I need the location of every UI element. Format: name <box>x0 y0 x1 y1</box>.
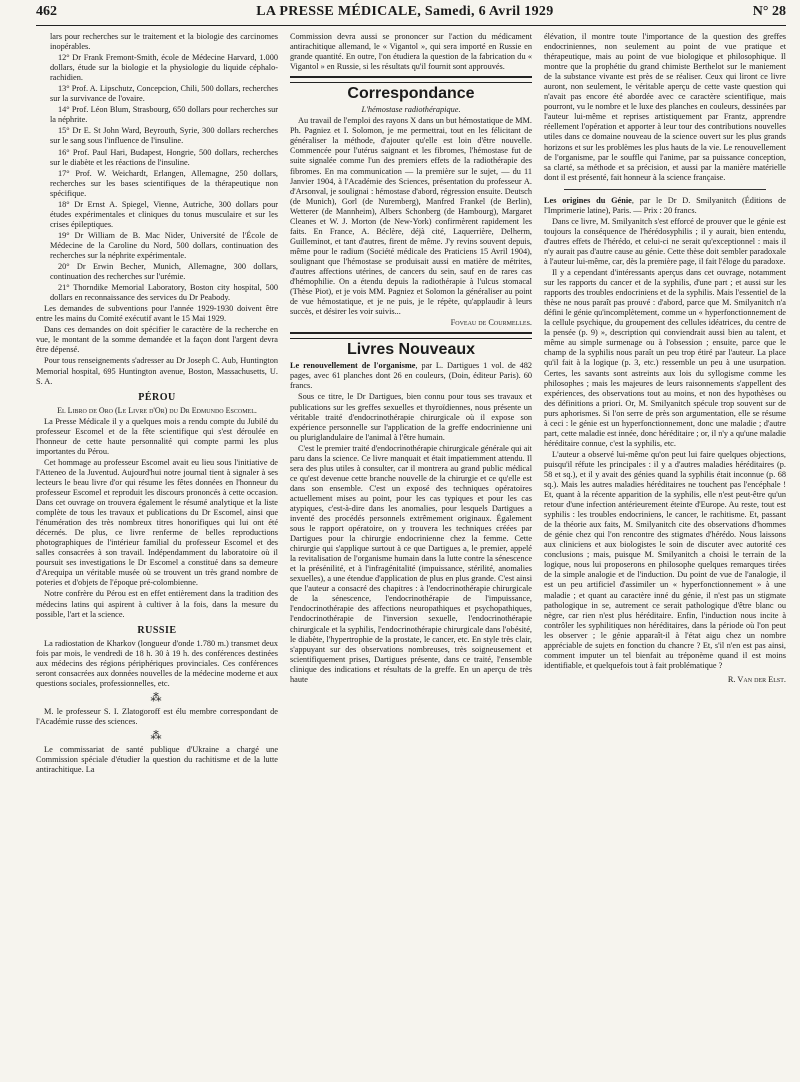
list-item: 21° Thorndike Memorial Laboratory, Boston city hospital, 500 dollars en reconnaissance des services du Dr Peabody. <box>50 283 278 303</box>
paragraph: Notre confrère du Pérou est en effet entièrement dans la tradition des médecins latins qui aspirent à cultiver à la fois, dans la mesure du possible, l'art et la science. <box>36 589 278 619</box>
signature: Foveau de Courmelles. <box>450 318 532 328</box>
columns <box>36 32 786 1080</box>
article-subtitle: L'hémostase radiothérapique. <box>361 105 461 115</box>
section-heading-correspondance: Correspondance <box>347 85 475 103</box>
section-heading-peru: PÉROU <box>138 391 176 403</box>
section-subtitle: El Libro de Oro (Le Livre d'Or) du Dr Edmundo Escomel. <box>57 405 257 415</box>
asterism-divider: ⁂ <box>150 730 164 743</box>
asterism-divider: ⁂ <box>150 691 164 704</box>
section-heading-russie: RUSSIE <box>137 624 177 636</box>
paragraph: Il y a cependant d'intéressants aperçus dans cet ouvrage, notamment sur les rapports du cancer et de la syphilis, d'une part ; et aussi sur les rapports des troubles endocriniens et de la syphilis. Mais l'essentiel de la thèse ne nous paraît pas prouvé : d'abord, parce que M. Smilyanitch n'a défini le génie qu'incomplètement, comme un « hyperfonctionnement de la cellule psychique, du groupement des cellules idéatrices, du centre de la pensée (p. 9) », description qui conviendrait aussi bien au talent, et même au simple surmenage ou à l'obsession ; ensuite, parce que le champ de la syphilis nous paraît un peu trop étiré par l'auteur. La place qu'il fait à la logique (p. 3, etc.) ressemble un peu à une usurpation. Certes, les savants sont astreints aux lois du syllogisme comme les philosophes ; mais les majeures de leurs raisonnements s'appellent des expériences, des observations tout au moins, et non des hypothèses ou des définitions a priori. Or, M. Smilyanitch spécule trop souvent sur de purs aphorismes. Si l'on serre de près son argumentation, elle se résume à ceci : le génie est un hyperfonctionnement, donc une maladie ; d'autre part, cette maladie est innée, donc héréditaire ; or, il n'y a qu'une maladie héréditaire connue, c'est la syphilis, etc. <box>544 268 786 448</box>
paragraph: La Presse Médicale il y a quelques mois a rendu compte du Jubilé du professeur Escomel et de la fête scientifique qui s'est déroulée en l'honneur de cette haute personnalité qui compte parmi les plus importantes du Pérou. <box>36 416 278 456</box>
book-reference: , par L. Dartigues 1 vol. de 482 pages, avec 61 planches dont 26 en couleurs, (Doin, éditeur Paris). 60 francs. <box>290 361 532 391</box>
paragraph: C'est le premier traité d'endocrinothérapie chirurgicale générale qui ait paru dans la science. Ce livre manquait et était impatiemment attendu. Il sera des plus utiles à consulter, car il montrera au grand public médical ce qu'est devenue cette branche nouvelle de la chirurgie et ce qu'elle est dans son ensemble. C'est un exposé des techniques opératoires actuellement mises au point, pour les cas typiques et pour les cas atypiques, c'est-à-dire dans les anomalies, pour lesquels Dartigues a inventé des procédés personnels extrêmement originaux. Également sous le rapport opératoire, on y trouvera les techniques créées par Dartigues pour la chirurgie endocrinienne chez la femme. Cette chirurgie qui s'applique surtout à ce que Dartigues a, le premier, appelé la revitalisation de l'organisme humain dans la lutte contre la sénescence et la présénilité, et à l'infragénitalité (impuissance, stérilité, anomalies sexuelles), a une étendue d'application de plus en plus grande. C'est ainsi que l'auteur a consacré des chapitres : à l'endocrinothérapie chirurgicale de la sénescence, l'endocrinothérapie de l'impuissance, l'endocrinothérapie des affections neuropathiques et psychopathiques, l'endocrinothérapie de l'inversion sexuelle, l'endocrinothérapie chirurgicale et la syphilis, l'endocrinothérapie chirurgicale dans l'obésité, le diabète, l'hypertrophie de la prostate, le cancer, etc. En style très clair, s'appuyant sur des observations nombreuses, très soigneusement et scientifiquement prises, Dartigues présente, dans ce traité, l'ensemble clinique des indications et résultats de la greffe. En un aperçu de très haute <box>290 443 532 684</box>
paragraph: lars pour recherches sur le traitement et la biologie des carcinomes inopérables. <box>50 32 278 52</box>
paragraph: Au travail de l'emploi des rayons X dans un but hémostatique de MM. Ph. Pagniez et I. Solomon, je me permettrai, tout en les félicitant de généraliser la méthode, d'ajouter qu'elle est loin d'être nouvelle. Commencée pour l'utérus saignant et les fibromes, l'hémostase fut de suite signalée comme l'un des premiers effets de la radiothérapie des fibromes. En ma communication — la première sur le sujet, — du 11 Janvier 1904, à l'Académie des Sciences, présentation du professeur A. d'Arsonval, je soulignai : hémostase d'abord, régression ensuite. Deutsch (de Munich), Gorl (de Nuremberg), Manfred Frankel (de Berlin), Wetterer (de Mannheim), Albers Schonberg (de Hambourg), Margaret Cleanes et W. J. Morton (de New-York) confirmèrent rapidement les faits. En France, A. Béclère, déjà cité, Laquerrière, Delherm, Guilleminot, et tant d'autres, firent de même. J'y revins souvent depuis, même pour le radium (Société médicale des Praticiens 15 Avril 1904), soulignant que l'hémostase se produisait aussi en matière de métrites, d'autres affections utérines, de cancers du sein, sauf en de rares cas d'hémophilie. On a étendu depuis la radiothérapie à l'ulcus stomacal (Thèse Piot), et je vois MM. Pagniez et Solomon la généraliser au point de vue hémostatique, et je ne puis, je le répète, qu'applaudir à leurs succès, et désirer les voir suivis... <box>290 116 532 317</box>
paragraph: élévation, il montre toute l'importance de la question des greffes endocriniennes, non seulement au point de vue pratique et thérapeutique, mais au point de vue biologique et philosophique. Il montre que la prophétie du grand chimiste Berthelot sur le maniement de la substance vivante est près de se réaliser. Ceux qui liront ce livre auront, non seulement, le véritable aperçu de cette vaste question qui n'avait pas encore été abordée avec ce caractère scientifique, mais pourront, vu le nombre et le luxe des planches en couleurs, dessinées par l'auteur lui-même et reprises artistiquement par Frantz, apprendre réellement l'opération et apporter à leur tour des contributions nouvelles utiles dans ce domaine nouveau de la science ouvert sur les plus grands horizons et sur les problèmes les plus hauts de la vie. Le renouvellement de l'organisme, par le souffle qui l'anime, par sa puissance conception, sa clarté, sa méthode et sa précision, et aussi par la manière matérielle dont il est présenté, fait honneur à la science française. <box>544 32 786 182</box>
book-entry <box>544 196 786 216</box>
list-item: 20° Dr Erwin Becher, Munich, Allemagne, 300 dollars, continuation des recherches sur l'urémie. <box>50 262 278 282</box>
paragraph: Pour tous renseignements s'adresser au Dr Joseph C. Aub, Huntington Memorial hospital, 695 Huntington avenue, Boston, Massachusetts, U. S. A. <box>36 356 278 386</box>
page-number: 462 <box>36 4 57 19</box>
section-rule <box>290 76 532 83</box>
divider <box>564 189 766 190</box>
page-header <box>36 4 786 26</box>
section-heading-livres: Livres Nouveaux <box>346 341 476 359</box>
paragraph: Les demandes de subventions pour l'année 1929-1930 doivent être entre les mains du Comité exécutif avant le 15 Mai 1929. <box>36 304 278 324</box>
list-item: 18° Dr Ernst A. Spiegel, Vienne, Autriche, 300 dollars pour études expérimentales et cliniques du tonus musculaire et sur les crises épileptiques. <box>50 199 278 229</box>
list-item: 19° Dr William de B. Mac Nider, Université de l'École de Médecine de la Caroline du Nord, 500 dollars, continuation des recherches sur la néphrite expérimentale. <box>50 230 278 260</box>
list-item: 14° Prof. Léon Blum, Strasbourg, 650 dollars pour recherches sur la néphrite. <box>50 105 278 125</box>
column-2 <box>290 32 532 1080</box>
book-title: Les origines du Génie <box>544 195 632 205</box>
book-title: Le renouvellement de l'organisme <box>290 361 416 371</box>
paragraph: Le commissariat de santé publique d'Ukraine a chargé une Commission spéciale d'étudier la question du rachitisme et de la lutte antirachitique. La <box>36 745 278 775</box>
journal-title: LA PRESSE MÉDICALE, Samedi, 6 Avril 1929 <box>256 4 554 19</box>
paragraph: Dans ce livre, M. Smilyanitch s'est efforcé de prouver que le génie est toujours la conséquence de l'hérédosyphilis ; il y aurait, bien entendu, d'autres effets de l'hérédo, et celui-ci ne serait qu'exceptionnel : mais il n'y aurait pas d'autre cause au génie. Cette thèse doit sembler paradoxale à l'auteur lui-même, car, dès la première page, il fait l'éloge du paradoxe. <box>544 216 786 266</box>
column-3 <box>544 32 786 1080</box>
section-rule <box>290 332 532 339</box>
signature: R. Van der Elst. <box>727 674 786 684</box>
column-1 <box>36 32 278 1080</box>
list-item: 12° Dr Frank Fremont-Smith, école de Médecine Harvard, 1.000 dollars, étude sur la biologie et la physiologie du liquide céphalo-rachidien. <box>50 53 278 83</box>
list-item: 15° Dr E. St John Ward, Beyrouth, Syrie, 300 dollars recherches sur le sang sous l'influence de l'insuline. <box>50 126 278 146</box>
grant-list <box>36 53 278 303</box>
issue-number: N° 28 <box>752 4 786 19</box>
paragraph: Dans ces demandes on doit spécifier le caractère de la recherche en vue, le montant de la somme demandée et la façon dont l'argent devra être dépensé. <box>36 325 278 355</box>
paragraph: Cet hommage au professeur Escomel avait eu lieu sous l'initiative de l'Atteneo de la Juventud. Aujourd'hui notre journal tient à signaler à ses lecteurs le beau livre d'or qui résume les fêtes données en l'honneur du professeur Escomel et reproduit les discours prononcés à cette occasion. Dans cet ouvrage on trouvera également le résumé analytique et la liste complète de tous les travaux et publications du Dr Escomel, ainsi que l'énumération des très nombreux titres honorifiques qui lui ont été décernés. De plus, ce livre renferme de belles reproductions photographiques de l'intérieur familial du professeur Escomel et des salles consacrées à son travail. Indépendamment du laboratoire où il poursuit ses investigations le Dr Escomel a constitué dans sa demeure d'Arequipa un véritable musée où se trouvent un très grand nombre de poteries et d'objets de l'époque pré-colombienne. <box>36 457 278 588</box>
paragraph: La radiostation de Kharkov (longueur d'onde 1.780 m.) transmet deux fois par mois, le vendredi de 18 h. 30 à 19 h. des conférences destinées aux médecins des régions périphériques provinciales. Ces conférences seront consacrées aux données nouvelles de la médecine moderne et aux questions sociales, professionnelles, etc. <box>36 638 278 688</box>
list-item: 13° Prof. A. Lipschutz, Concepcion, Chili, 500 dollars, recherches sur la survivance de l'ovaire. <box>50 84 278 104</box>
list-item: 17° Prof. W. Weichardt, Erlangen, Allemagne, 250 dollars, recherches sur les bases scientifiques de la thérapeutique non spécifique. <box>50 168 278 198</box>
paragraph: L'auteur a observé lui-même qu'on peut lui faire quelques objections, puisqu'il réfute les principales : il y a d'autres maladies héréditaires (p. 58 et sq.), et il y avait des génies quand la syphilis était inconnue (p. 68 sq.). Mais les autres maladies héréditaires ne touchent pas l'encéphale ! Et, quant à la récente apparition de la syphilis, elle n'est peut-être qu'un retour d'une infection antérieurement éteinte d'Europe. Au reste, tout est syphilis : les troubles endocriniens, le cancer, le rachitisme. Et, passant de la théorie aux faits, M. Smilyanitch cite des observations d'hommes de génie chez qui l'on rencontre des stigmates d'hérédo. Nous laissons aux cliniciens et aux biologistes le soin de discuter avec autorité ces conclusions ; mais, puisque M. Smilyanitch a choisi le terrain de la logique, nous lui proposerons en philosophe quelques remarques tirées de la simple analogie et de l'induction. Du point de vue de l'analogie, il est un peu artificiel d'assimiler un « hyperfonctionnement » à une maladie ; et quant au caractère inné du génie, il n'est pas un stigmate pathologique in se, autrement ce serait pathologique d'être blanc ou nègre, car rien n'est plus héréditaire. Enfin, l'induction nous incite à contrôler les syphilitiques non héréditaires, dans la période où l'on peut les observer ; le génie apparaît-il à l'état aigu chez un nombre appréciable de sujets en fonction du chancre ? Et, s'il n'en est pas ainsi, comment imputer un tel bienfait au tréponème quand il est moins identifiable, et quelquefois tout à fait problématique ? <box>544 449 786 670</box>
paragraph: Commission devra aussi se prononcer sur l'action du médicament antirachitique allemand, le « Vigantol », qui sera importé en Russie en grande quantité. En outre, l'on étudiera la question de la fabrication du « Vigantol » en Russie, si les résultats qu'il fournit sont approuvés. <box>290 32 532 72</box>
paragraph: M. le professeur S. I. Zlatogoroff est élu membre correspondant de l'Académie russe des sciences. <box>36 706 278 726</box>
book-reference: , par le Dr D. Smilyanitch (Éditions de l'Imprimerie latine), Paris. — Prix : 20 francs. <box>544 195 786 215</box>
book-entry <box>290 361 532 391</box>
list-item: 16° Prof. Paul Hari, Budapest, Hongrie, 500 dollars, recherches sur le diabète et les réactions de l'insuline. <box>50 147 278 167</box>
paragraph: Sous ce titre, le Dr Dartigues, bien connu pour tous ses travaux et publications sur les greffes sexuelles et thyroïdiennes, nous présente un véritable traité d'endocrinothérapie chirurgicale où il expose son expérience personnelle sur l'application de la greffe endocrinienne uni ou pluriglandulaire de l'animal à l'être humain. <box>290 392 532 442</box>
